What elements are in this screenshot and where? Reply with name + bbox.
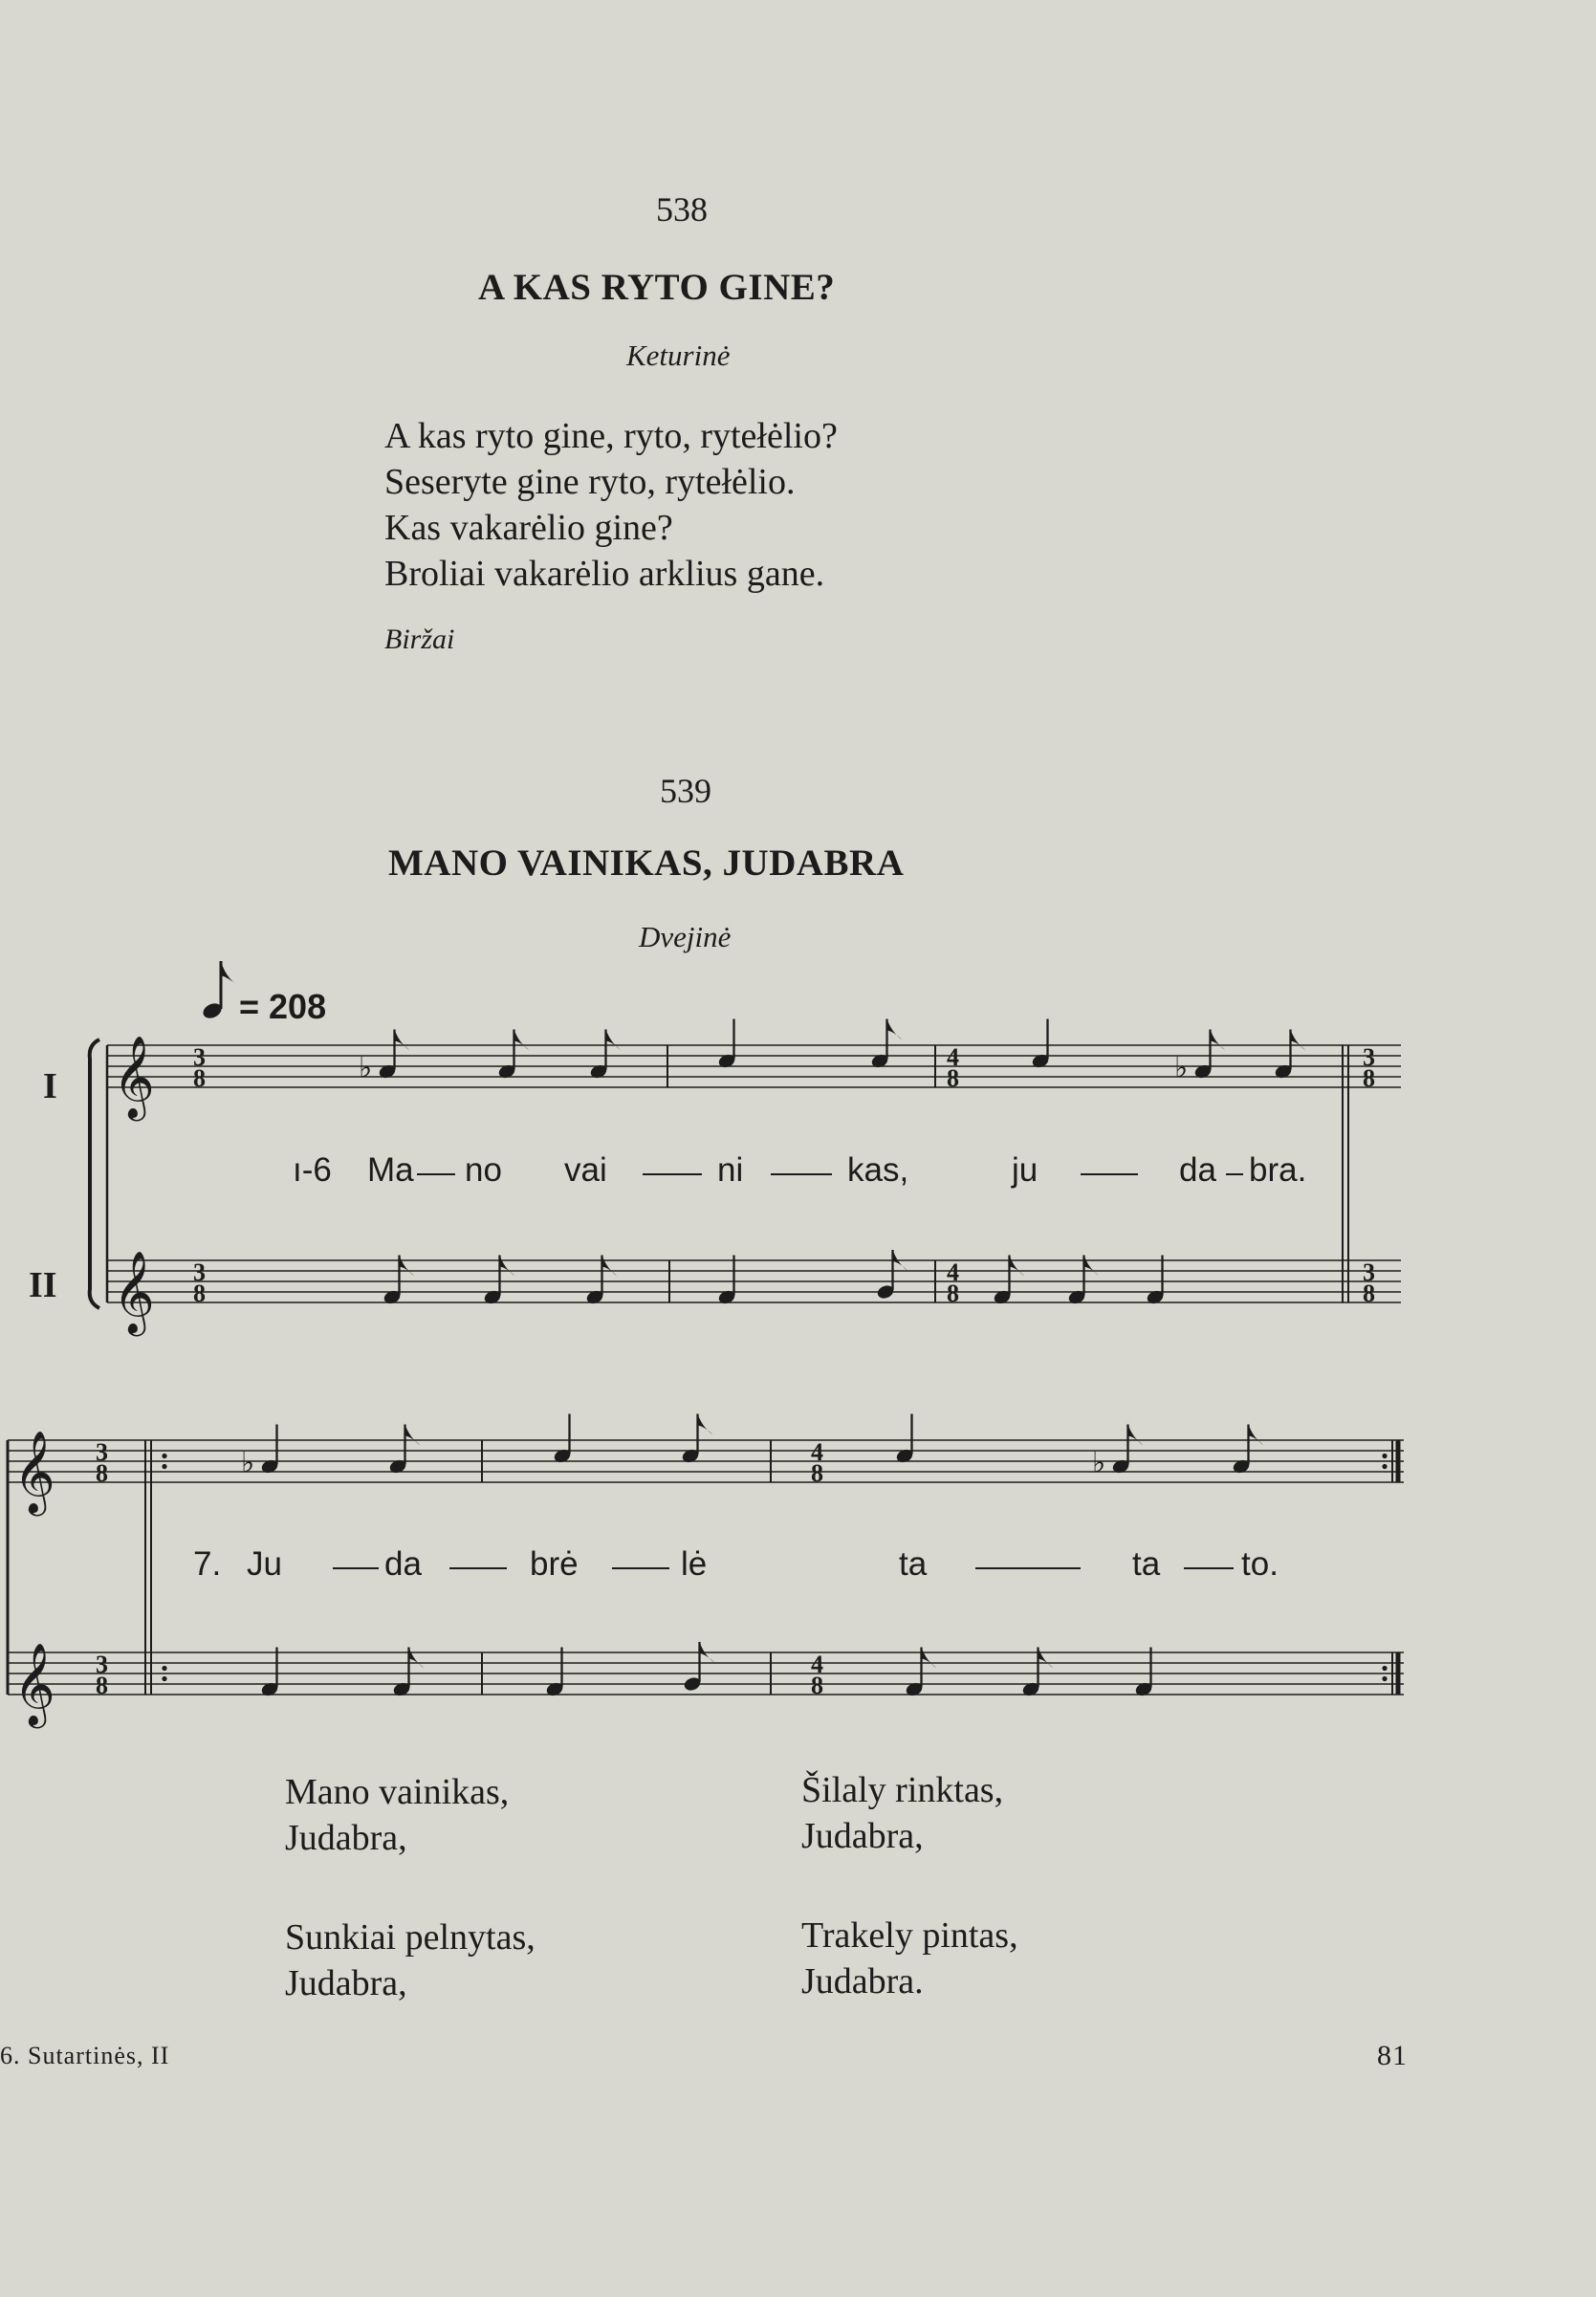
song-539-title: MANO VAINIKAS, JUDABRA (388, 842, 905, 884)
time-signature: 8 (96, 1459, 108, 1487)
verse-line: Mano vainikas, (285, 1772, 510, 1812)
time-signature: 8 (811, 1459, 823, 1487)
note-flag (1084, 1256, 1100, 1277)
time-signature: 8 (96, 1672, 108, 1699)
time-signature: 8 (193, 1280, 206, 1307)
verse-line: Judabra, (285, 1963, 407, 2003)
lyric-syllable: da (1179, 1151, 1216, 1189)
verse-line: Sunkiai pelnytas, (285, 1917, 536, 1958)
time-signature: 3 (193, 1043, 206, 1071)
flat-sign: ♭ (1092, 1446, 1106, 1480)
footer-source: 6. Sutartinės, II (0, 2042, 170, 2069)
lyric-syllable: lė (681, 1545, 708, 1583)
note-flag (887, 1019, 903, 1040)
stanza-1-left (285, 1769, 509, 1861)
note-flag (1211, 1030, 1226, 1051)
song-538-number: 538 (656, 190, 708, 229)
treble-clef-icon: 𝄞 (13, 1431, 55, 1513)
note-flag (500, 1256, 515, 1277)
time-signature: 4 (811, 1651, 823, 1678)
song-539-subtitle: Dvejinė (639, 920, 732, 953)
time-signature: 8 (1363, 1064, 1375, 1092)
repeat-dot (162, 1676, 166, 1681)
verse-line: Judabra, (801, 1816, 924, 1856)
voice-label-2: II (29, 1265, 57, 1305)
voice-label-1: I (43, 1066, 57, 1106)
note-flag (606, 1030, 622, 1051)
lyric-syllable: ju (1012, 1151, 1038, 1189)
note-flag (400, 1256, 415, 1277)
treble-clef-icon: 𝄞 (113, 1251, 155, 1333)
song-538-subtitle: Keturinė (626, 339, 731, 372)
treble-clef-icon: 𝄞 (113, 1036, 155, 1118)
lyric-syllable: da (384, 1545, 422, 1583)
time-signature: 8 (193, 1064, 206, 1092)
repeat-dot (1382, 1454, 1387, 1458)
flat-sign: ♭ (1174, 1051, 1189, 1085)
verse-line: Judabra, (285, 1818, 407, 1858)
verse-line: Trakely pintas, (801, 1915, 1018, 1956)
lyric-syllable: ta (1132, 1545, 1161, 1583)
repeat-dot (1382, 1666, 1387, 1671)
flat-sign: ♭ (241, 1446, 255, 1480)
time-signature: 4 (811, 1438, 823, 1466)
verse-line: Šilaly rinktas, (801, 1770, 1004, 1810)
note-flag (1038, 1648, 1054, 1669)
repeat-dot (1382, 1464, 1387, 1469)
note-flag (405, 1425, 421, 1446)
stanza-2-right (801, 1913, 1018, 2004)
verse-line: Judabra. (801, 1961, 924, 2002)
song-538-title: A KAS RYTO GINE? (478, 267, 836, 308)
tempo-marking: = 208 (239, 987, 327, 1026)
system-bracket (90, 1039, 99, 1308)
verse-line: Broliai vakarėlio arklius gane. (384, 554, 825, 594)
note-flag (1249, 1425, 1264, 1446)
repeat-dot (162, 1454, 166, 1458)
lyric-syllable: Ju (247, 1545, 282, 1583)
note-flag (1128, 1425, 1144, 1446)
lyric-syllable: kas, (847, 1151, 909, 1189)
page-number: 81 (1377, 2040, 1408, 2071)
song-539-number: 539 (660, 772, 711, 810)
time-signature: 8 (947, 1280, 959, 1307)
lyric-syllable: bra. (1249, 1151, 1307, 1189)
stanza-1-right (801, 1767, 1003, 1859)
time-signature: 4 (947, 1258, 959, 1286)
lyric-syllable: brė (530, 1545, 579, 1583)
time-signature: 8 (947, 1064, 959, 1092)
verse-line: Seseryte gine ryto, rytełėlio. (384, 462, 796, 502)
lyric-syllable: no (465, 1151, 502, 1189)
song-538-place: Biržai (384, 623, 455, 655)
lyric-syllable: ta (899, 1545, 928, 1583)
note-flag (1291, 1030, 1306, 1051)
note-flag (602, 1256, 618, 1277)
verse-line: Kas vakarėlio gine? (384, 508, 673, 548)
repeat-dot (162, 1464, 166, 1469)
time-signature: 8 (1363, 1280, 1375, 1307)
verse-line: A kas ryto gine, ryto, rytełėlio? (384, 416, 838, 456)
repeat-dot (1382, 1676, 1387, 1681)
note-flag (395, 1030, 410, 1051)
lyric-syllable: Ma (367, 1151, 414, 1189)
note-flag (698, 1414, 713, 1435)
lyric-syllable: ni (717, 1151, 744, 1189)
note-flag (922, 1648, 937, 1669)
time-signature: 3 (193, 1258, 206, 1286)
flat-sign: ♭ (359, 1051, 373, 1085)
time-signature: 3 (1363, 1258, 1375, 1286)
note-flag (514, 1030, 530, 1051)
time-signature: 8 (811, 1672, 823, 1699)
note-flag (409, 1648, 425, 1669)
lyric-syllable: 7. (193, 1545, 222, 1583)
note-flag (1010, 1256, 1025, 1277)
repeat-dot (162, 1666, 166, 1671)
lyric-syllable: ı-6 (293, 1151, 332, 1189)
time-signature: 4 (947, 1043, 959, 1071)
lyric-syllable: to. (1241, 1545, 1279, 1583)
stanza-2-left (285, 1914, 536, 2006)
time-signature: 3 (96, 1651, 108, 1678)
treble-clef-icon: 𝄞 (13, 1643, 55, 1725)
time-signature: 3 (96, 1438, 108, 1466)
lyric-syllable: vai (564, 1151, 607, 1189)
time-signature: 3 (1363, 1043, 1375, 1071)
